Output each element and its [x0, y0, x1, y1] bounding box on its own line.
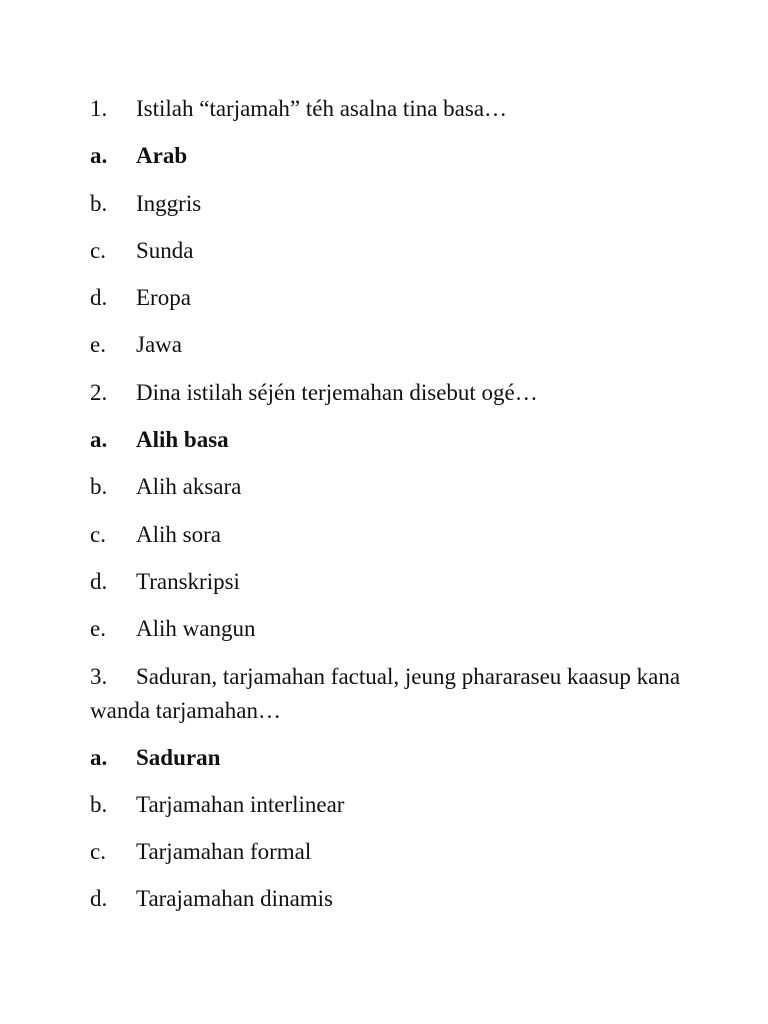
question-1-option-e — [90, 328, 690, 375]
question-1 — [90, 92, 690, 139]
option-text: Tarajamahan dinamis — [136, 886, 334, 912]
question-2-option-c — [90, 518, 690, 565]
question-2 — [90, 376, 690, 423]
question-3-option-c — [90, 835, 690, 882]
option-marker: c. — [90, 237, 106, 263]
option-text: Alih aksara — [136, 474, 242, 500]
option-text: Inggris — [136, 190, 202, 216]
question-1-option-b — [90, 187, 690, 234]
option-text: Tarjamahan interlinear — [136, 791, 345, 817]
option-marker: c. — [90, 839, 106, 865]
option-marker: a. — [90, 427, 108, 453]
option-text: Eropa — [136, 285, 191, 311]
question-3-option-d — [90, 882, 690, 929]
question-1-option-a — [90, 139, 690, 186]
question-2-option-e — [90, 612, 690, 659]
question-text: Saduran, tarjamahan factual, jeung phararaseu kaasup kana wanda tarjamahan… — [90, 663, 681, 723]
option-text: Jawa — [136, 332, 182, 358]
option-text: Alih basa — [136, 427, 229, 453]
question-3 — [90, 660, 690, 741]
document-page — [90, 92, 690, 930]
question-text: Dina istilah séjén terjemahan disebut ogé… — [136, 379, 538, 405]
option-text: Transkripsi — [136, 568, 240, 594]
option-text: Arab — [136, 143, 188, 169]
question-2-option-d — [90, 565, 690, 612]
option-marker: b. — [90, 791, 108, 817]
option-marker: e. — [90, 332, 106, 358]
option-marker: a. — [90, 744, 108, 770]
question-3-option-a — [90, 741, 690, 788]
option-marker: b. — [90, 190, 108, 216]
option-text: Tarjamahan formal — [136, 839, 312, 865]
option-text: Saduran — [136, 744, 221, 770]
option-text: Alih sora — [136, 521, 221, 547]
question-text: Istilah “tarjamah” téh asalna tina basa… — [136, 96, 508, 121]
option-marker: b. — [90, 474, 108, 500]
question-1-option-d — [90, 281, 690, 328]
option-marker: d. — [90, 285, 108, 311]
question-number: 3. — [90, 663, 108, 689]
question-1-option-c — [90, 234, 690, 281]
question-2-option-b — [90, 470, 690, 517]
option-marker: d. — [90, 886, 108, 912]
option-marker: e. — [90, 616, 106, 642]
option-text: Sunda — [136, 237, 194, 263]
option-marker: a. — [90, 143, 108, 169]
question-3-option-b — [90, 788, 690, 835]
option-text: Alih wangun — [136, 616, 256, 642]
question-number: 2. — [90, 379, 108, 405]
option-marker: d. — [90, 568, 108, 594]
question-2-option-a — [90, 423, 690, 470]
option-marker: c. — [90, 521, 106, 547]
question-number: 1. — [90, 96, 108, 121]
